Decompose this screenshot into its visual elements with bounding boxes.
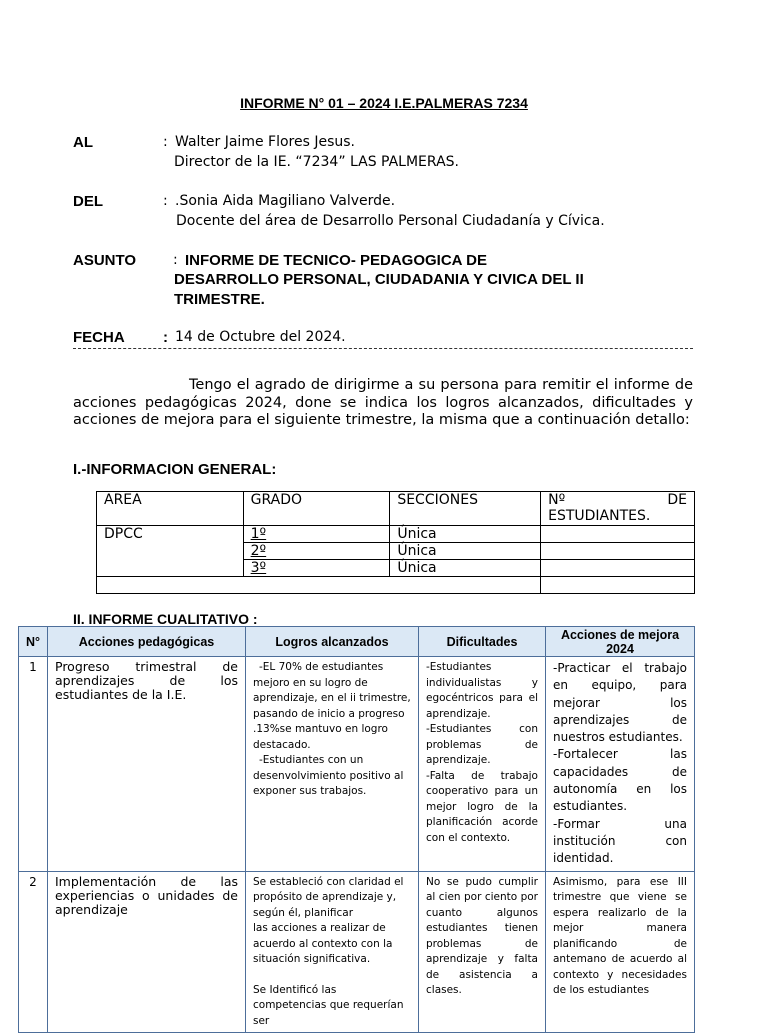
divider: [73, 348, 693, 349]
accion-cell: Progreso trimestral de aprendizajes de los estudiantes de la I.E.: [48, 657, 246, 872]
dificultades-cell: -Estudiantes individualistas y egocéntricos para el aprendizaje. -Estudiantes con problemas de aprendizaje. -Falta de trabajo cooperativo para un mejor logro de la planificación acorde con el contexto.: [419, 657, 546, 872]
general-info-table: [96, 491, 695, 594]
dificultades-cell: No se pudo cumplir al cien por ciento por cuanto algunos estudiantes tienen problemas de aprendizaje y falta de asistencia a clases.: [419, 871, 546, 1033]
logros-cell: -EL 70% de estudiantes mejoro en su logro de aprendizaje, en el ii trimestre, pasando de inicio a progreso .13%se mantuvo en logro destacado. -Estudiantes con un desenvolvimiento positivo al exponer sus trabajos.: [246, 657, 419, 872]
header-estudiantes-label: ESTUDIANTES.: [548, 508, 651, 524]
header-grado: GRADO: [243, 492, 390, 526]
table-row: [97, 492, 695, 526]
table-row: [19, 657, 695, 872]
header-logros: Logros alcanzados: [246, 627, 419, 657]
mejora-cell: Asimismo, para ese III trimestre que viene se espera realizarlo de la mejor manera planificando de antemano de acuerdo al contexto y necesidades de los estudiantes: [546, 871, 695, 1033]
asunto-line-1: INFORME DE TECNICO- PEDAGOGICA DE: [185, 252, 487, 269]
section2-title: II. INFORME CUALITATIVO :: [73, 611, 258, 627]
header-de: DE: [667, 492, 687, 508]
header-n: N°: [19, 627, 48, 657]
table-row: [19, 627, 695, 657]
al-position: Director de la IE. “7234” LAS PALMERAS.: [174, 154, 459, 170]
mejora-cell: -Practicar el trabajo en equipo, para mejorar los aprendizajes de nuestros estudiantes. -Fortalecer las capacidades de autonomía en los estudiantes. -Formar una institución con identidad.: [546, 657, 695, 872]
asunto-line-3: TRIMESTRE.: [174, 291, 265, 308]
grado-cell: 2º: [243, 543, 390, 560]
estudiantes-cell: [541, 560, 695, 577]
logros-cell: Se estableció con claridad el propósito de aprendizaje y, según él, planificar las acciones a realizar de acuerdo al contexto con la situación significativa. Se Identificó las competencias que requerían ser: [246, 871, 419, 1033]
al-sep: :: [163, 134, 168, 150]
seccion-cell: Única: [390, 543, 541, 560]
fecha-value: 14 de Octubre del 2024.: [175, 329, 346, 345]
accion-cell: Implementación de las experiencias o unidades de aprendizaje: [48, 871, 246, 1033]
empty-cell: [97, 577, 541, 594]
header-secciones: SECCIONES: [390, 492, 541, 526]
header-area: AREA: [97, 492, 244, 526]
del-sep: :: [163, 193, 168, 209]
table-row: [97, 577, 695, 594]
al-label: AL: [73, 134, 93, 151]
header-mejora: Acciones de mejora 2024: [546, 627, 695, 657]
grado-cell: 3º: [243, 560, 390, 577]
seccion-cell: Única: [390, 560, 541, 577]
asunto-label: ASUNTO: [73, 252, 137, 269]
header-estudiantes: [541, 492, 695, 526]
section1-title: I.-INFORMACION GENERAL:: [73, 461, 277, 478]
area-cell: DPCC: [97, 526, 244, 577]
row-number: 1: [19, 657, 48, 872]
table-row: [19, 871, 695, 1033]
table-row: [97, 526, 695, 543]
asunto-line-2: DESARROLLO PERSONAL, CIUDADANIA Y CIVICA DEL II: [174, 271, 584, 288]
seccion-cell: Única: [390, 526, 541, 543]
header-acciones: Acciones pedagógicas: [48, 627, 246, 657]
report-title: INFORME N° 01 – 2024 I.E.PALMERAS 7234: [240, 95, 528, 111]
empty-cell: [541, 577, 695, 594]
header-dificultades: Dificultades: [419, 627, 546, 657]
intro-paragraph: Tengo el agrado de dirigirme a su persona para remitir el informe de acciones pedagógicas 2024, done se indica los logros alcanzados, dificultades y acciones de mejora para el siguiente trimestre, la misma que a continuación detallo:: [73, 377, 693, 428]
fecha-sep: :: [163, 329, 168, 346]
del-label: DEL: [73, 193, 103, 210]
al-name: Walter Jaime Flores Jesus.: [175, 134, 355, 150]
del-name: .Sonia Aida Magiliano Valverde.: [175, 193, 396, 209]
header-no: Nº: [548, 492, 566, 508]
qualitative-table: [18, 626, 695, 1033]
del-position: Docente del área de Desarrollo Personal Ciudadanía y Cívica.: [176, 213, 605, 229]
asunto-sep: :: [173, 252, 178, 268]
row-number: 2: [19, 871, 48, 1033]
fecha-label: FECHA: [73, 329, 125, 346]
estudiantes-cell: [541, 543, 695, 560]
estudiantes-cell: [541, 526, 695, 543]
grado-cell: 1º: [243, 526, 390, 543]
